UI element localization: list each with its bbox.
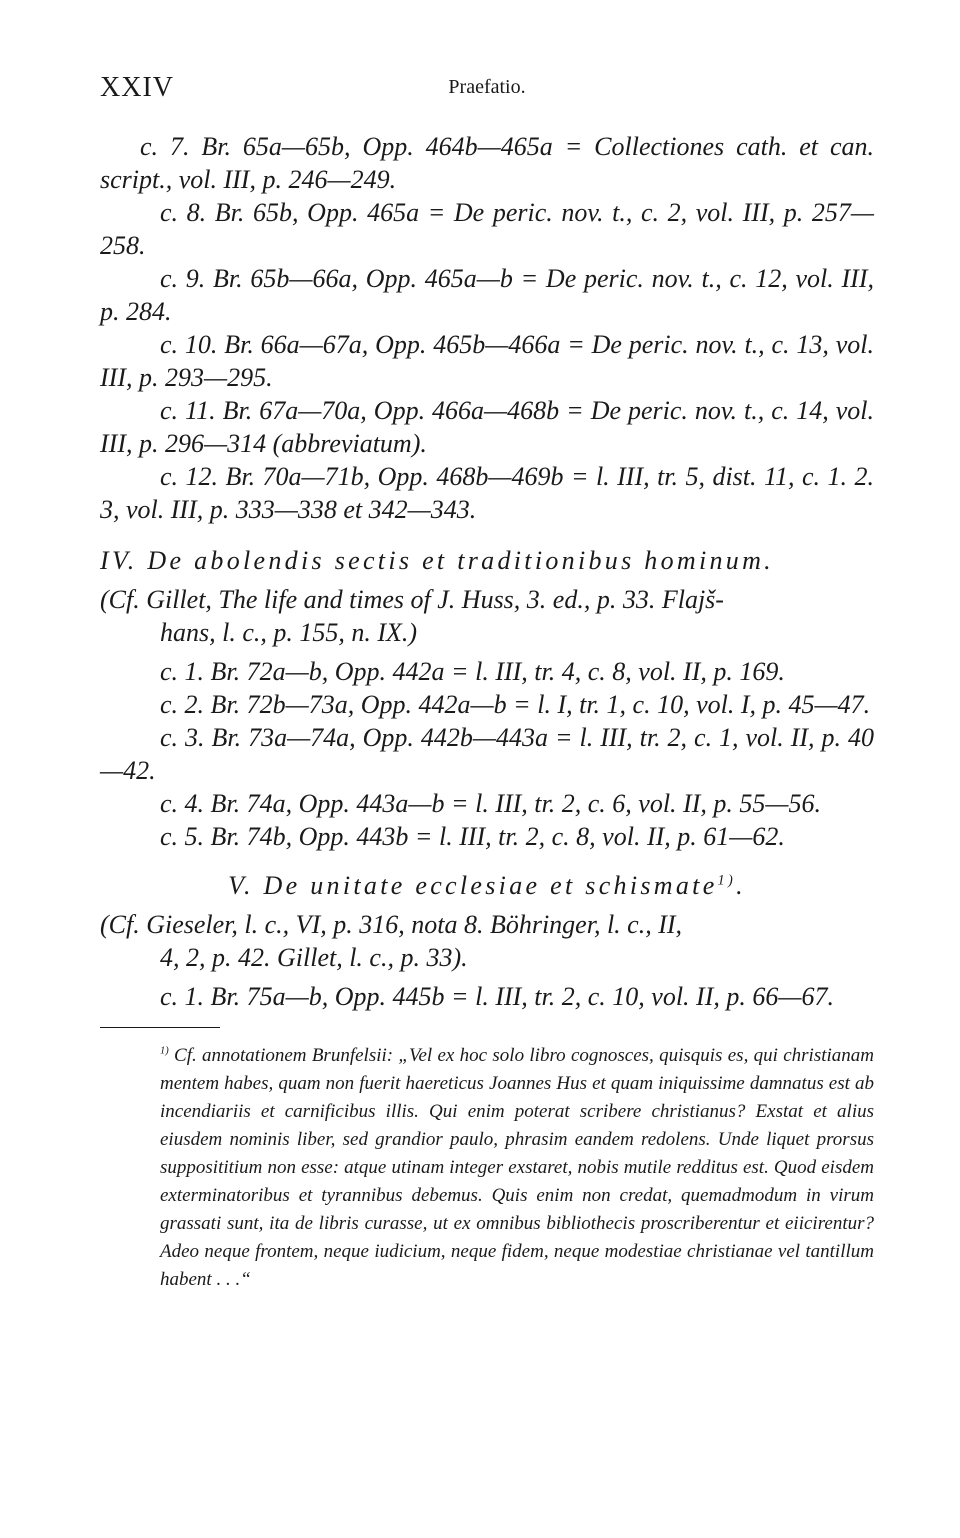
section-v-heading xyxy=(100,869,874,902)
section-iv-cf-line1: (Cf. Gillet, The life and times of J. Huss, 3. ed., p. 33. Flajš- xyxy=(100,585,724,614)
section-v-cf-line1: (Cf. Gieseler, l. c., VI, p. 316, nota 8. Böhringer, l. c., II, xyxy=(100,910,683,939)
entry-c10: c. 10. Br. 66a—67a, Opp. 465b—466a = De peric. nov. t., c. 13, vol. III, p. 293—295. xyxy=(100,330,874,392)
footnote xyxy=(100,1042,874,1294)
section-v-cf xyxy=(100,908,874,974)
section-iv-entry-c4: c. 4. Br. 74a, Opp. 443a—b = l. III, tr. 2, c. 6, vol. II, p. 55—56. xyxy=(160,789,821,818)
section-v-cf-line2: 4, 2, p. 42. Gillet, l. c., p. 33). xyxy=(160,943,468,972)
section-iv-cf-line2: hans, l. c., p. 155, n. IX.) xyxy=(160,618,418,647)
section-v-heading-text: V. De unitate ecclesiae et schismate xyxy=(228,871,718,900)
section-iv-entry-c3: c. 3. Br. 73a—74a, Opp. 442b—443a = l. III, tr. 2, c. 1, vol. II, p. 40—42. xyxy=(100,723,874,785)
entry-c11: c. 11. Br. 67a—70a, Opp. 466a—468b = De peric. nov. t., c. 14, vol. III, p. 296—314 (abbreviatum). xyxy=(100,396,874,458)
page-header xyxy=(100,72,874,112)
entry-c9: c. 9. Br. 65b—66a, Opp. 465a—b = De peric. nov. t., c. 12, vol. III, p. 284. xyxy=(100,264,874,326)
entry-c12: c. 12. Br. 70a—71b, Opp. 468b—469b = l. III, tr. 5, dist. 11, c. 1. 2. 3, vol. III, p. 333—338 et 342—343. xyxy=(100,462,874,524)
section-iv-heading: IV. De abolendis sectis et traditionibus hominum. xyxy=(100,546,774,575)
section-iv-entry-c5: c. 5. Br. 74b, Opp. 443b = l. III, tr. 2, c. 8, vol. II, p. 61—62. xyxy=(160,822,785,851)
footnote-marker: 1) xyxy=(160,1045,169,1057)
section-iv-entry-c2: c. 2. Br. 72b—73a, Opp. 442a—b = l. I, tr. 1, c. 10, vol. I, p. 45—47. xyxy=(160,690,871,719)
section-iv-cf xyxy=(100,583,874,649)
main-text xyxy=(100,130,874,1013)
section-v-heading-end: . xyxy=(736,871,746,900)
running-title: Praefatio. xyxy=(448,76,526,98)
section-v-entry-c1: c. 1. Br. 75a—b, Opp. 445b = l. III, tr. 2, c. 10, vol. II, p. 66—67. xyxy=(160,982,834,1011)
entry-c8: c. 8. Br. 65b, Opp. 465a = De peric. nov. t., c. 2, vol. III, p. 257—258. xyxy=(100,198,874,260)
page-number: XXIV xyxy=(100,72,174,103)
footnote-reference: 1) xyxy=(717,872,737,889)
footnote-divider xyxy=(100,1027,220,1028)
entry-c7: c. 7. Br. 65a—65b, Opp. 464b—465a = Collectiones cath. et can. script., vol. III, p. 246—249. xyxy=(100,132,874,194)
footnote-text: Cf. annotationem Brunfelsii: „Vel ex hoc solo libro cognosces, quisquis es, qui christianam mentem habes, quam non fuerit haereticus Joannes Hus et quam iniquissime damnatus est ab incendiariis et carnificibus illis. Qui enim poterat scribere christianus? Exstat et alius eiusdem nominis liber, sed grandior paulo, phrasim eandem redolens. Unde liquet prorsus supposititium non esse: atque utinam integer exstaret, nobis mutile redditus est. Quod eisdem exterminatoribus et tyrannibus debemus. Quis enim non credat, quemadmodum in virum grassati sunt, ita de libris curasse, ut ex omnibus bibliothecis proscriberentur et eiicirentur? Adeo neque frontem, neque iudicium, neque fidem, neque modestiae christianae vel tantillum habent . . .“ xyxy=(160,1045,874,1290)
section-iv-entry-c1: c. 1. Br. 72a—b, Opp. 442a = l. III, tr. 4, c. 8, vol. II, p. 169. xyxy=(160,657,785,686)
footnote-body xyxy=(100,1042,874,1294)
